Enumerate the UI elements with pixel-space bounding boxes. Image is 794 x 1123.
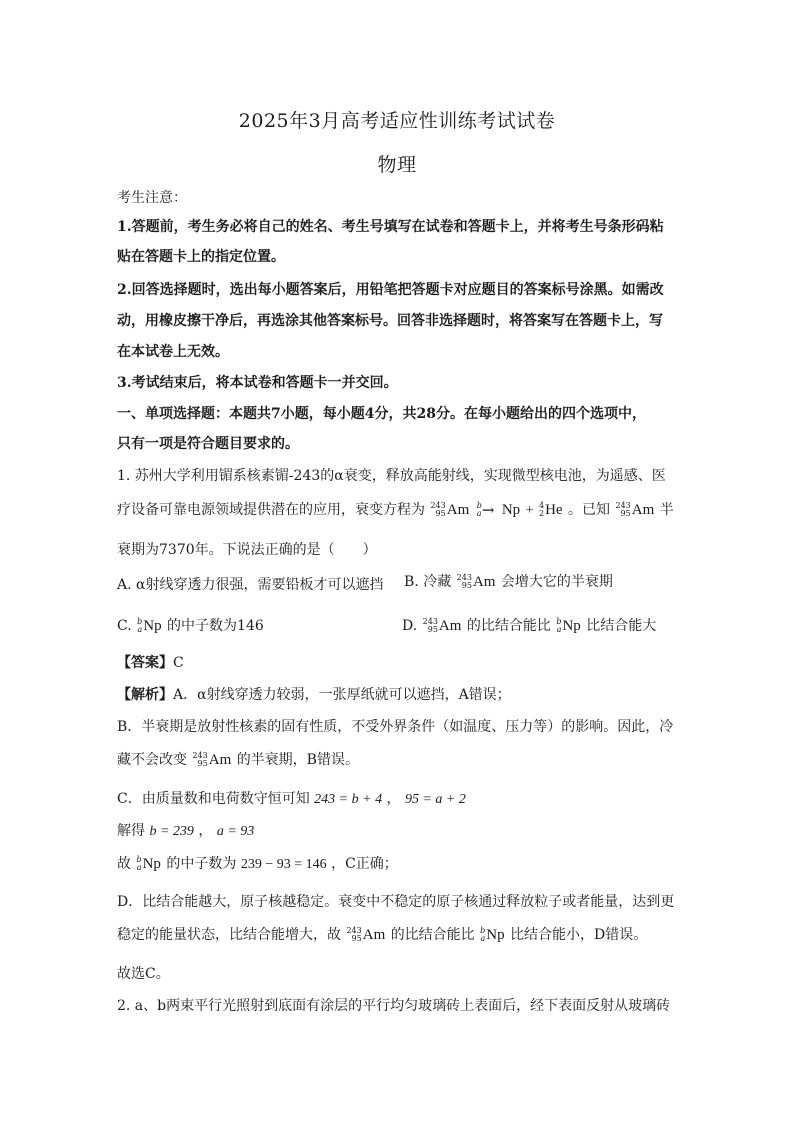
- equation-neutrons: 239 − 93 = 146: [240, 857, 327, 872]
- mass-number: b: [556, 617, 562, 626]
- equation-charge: 95 = a + 2: [404, 792, 466, 807]
- analysis-d-text: 稳定的能量状态，比结合能增大，故: [117, 927, 341, 943]
- notice-item-2-line-1: 2.回答选择题时，选出每小题答案后，用铅笔把答题卡对应题目的答案标号涂黑。如需改: [117, 282, 664, 298]
- element-symbol: Am: [208, 751, 232, 768]
- notice-item-2-line-3: 在本试卷上无效。: [117, 344, 229, 360]
- subject-title: 物理: [377, 154, 417, 176]
- nuclide-am-243: [457, 574, 496, 590]
- mass-number: b: [136, 855, 142, 864]
- notice-item-1-line-1: 1.答题前，考生务必将自己的姓名、考生号填写在试卷和答题卡上，并将考生号条形码粘: [117, 219, 664, 235]
- q1-option-b: [404, 574, 684, 590]
- nuclide-am-243: [192, 752, 231, 768]
- q1-analysis-c-line-3: [117, 856, 677, 872]
- nuclide-am-243: [423, 618, 462, 634]
- element-symbol: Am: [446, 501, 470, 518]
- nuclide-np: [480, 927, 504, 943]
- answer-value: C: [173, 655, 184, 671]
- element-symbol: Am: [362, 926, 386, 943]
- element-symbol: Np: [142, 855, 161, 872]
- element-symbol: Am: [438, 617, 462, 634]
- nuclide-np: [137, 618, 161, 634]
- q1-stem-line-1: 1. 苏州大学利用镅系核素镅-243的α衰变，释放高能射线，实现微型核电池，为遥感、医: [117, 468, 666, 484]
- charge-number: 95: [461, 581, 472, 590]
- mass-number: 4: [539, 501, 545, 510]
- notice-heading: 考生注意：: [117, 190, 187, 206]
- nuclide-he-4: [539, 502, 563, 518]
- q1-stem-line-3: 衰期为7370年。下说法正确的是（ ）: [117, 542, 377, 558]
- q1-analysis-c-line-2: [117, 824, 677, 839]
- charge-number: 95: [351, 934, 362, 943]
- analysis-a-text: A．α射线穿透力较弱，一张厚纸就可以遮挡，A错误；: [173, 687, 511, 703]
- nuclide-am-243: [346, 927, 385, 943]
- analysis-c-text: 故: [117, 856, 131, 872]
- q1-analysis-c-line-1: [117, 792, 677, 807]
- arrow-icon: →: [481, 500, 495, 519]
- charge-number: a: [137, 625, 143, 634]
- q1-option-c: [117, 618, 397, 634]
- q1-analysis-d-line-1: D．比结合能越大，原子核越稳定。衰变中不稳定的原子核通过释放粒子或者能量，达到更: [117, 894, 675, 910]
- decay-arrow: [477, 502, 495, 518]
- mass-number: 243: [346, 926, 362, 935]
- q1-analysis-a: [117, 688, 677, 702]
- notice-item-2-line-2: 动，用橡皮擦干净后，再选涂其他答案标号。回答非选择题时，将答案写在答题卡上，写: [117, 313, 663, 329]
- q2-stem-line-1: 2. a、b两束平行光照射到底面有涂层的平行均匀玻璃砖上表面后，经下表面反射从玻璃砖: [117, 998, 671, 1014]
- element-symbol: Am: [472, 573, 496, 590]
- section-1-heading-line-2: 只有一项是符合题目要求的。: [117, 436, 299, 452]
- equation-a: a = 93: [216, 824, 255, 839]
- exam-title: 2025年3月高考适应性训练考试试卷: [238, 110, 556, 132]
- option-c-text: 的中子数为146: [167, 618, 264, 634]
- q1-option-d: [402, 618, 692, 634]
- mass-number: b: [480, 926, 486, 935]
- charge-number: 95: [435, 509, 446, 518]
- element-symbol: He: [545, 501, 563, 518]
- q1-answer: [117, 656, 677, 670]
- element-symbol: Np: [486, 926, 505, 943]
- analysis-c-text: 的中子数为: [166, 856, 237, 872]
- analysis-b-text: 的半衰期，B错误。: [236, 752, 359, 768]
- q1-stem-line-2-text: 。已知: [568, 502, 611, 518]
- mass-number: 243: [456, 573, 472, 582]
- mass-number: b: [137, 617, 143, 626]
- nuclide-am-243: [430, 502, 469, 518]
- charge-number: 95: [620, 509, 631, 518]
- option-c-text: C.: [117, 618, 132, 634]
- element-symbol: Np: [501, 501, 521, 518]
- mass-number: 243: [615, 501, 631, 510]
- element-symbol: Am: [631, 501, 655, 518]
- option-b-text: B. 冷藏: [404, 574, 452, 590]
- option-d-text: 比结合能大: [586, 618, 657, 634]
- mass-number: 243: [192, 751, 208, 760]
- q1-analysis-d-line-2: [117, 927, 677, 943]
- nuclide-am-243: [616, 502, 655, 518]
- nuclide-np: [556, 618, 580, 634]
- equation-mass: 243 = b + 4: [314, 792, 383, 807]
- charge-number: 95: [427, 625, 438, 634]
- mass-number: 243: [430, 501, 446, 510]
- q1-conclusion: 故选C。: [117, 966, 170, 982]
- element-symbol: Np: [143, 617, 162, 634]
- separator: ，: [386, 791, 401, 807]
- charge-number: a: [476, 509, 482, 518]
- q1-analysis-b-line-1: B．半衰期是放射性核素的固有性质，不受外界条件（如温度、压力等）的影响。因此，冷: [117, 719, 674, 735]
- charge-number: 2: [539, 509, 545, 518]
- q1-stem-line-2-text: 疗设备可靠电源领域提供潜在的应用，衰变方程为: [117, 502, 425, 518]
- section-1-heading-line-1: 一、单项选择题：本题共7小题，每小题4分，共28分。在每小题给出的四个选项中，: [117, 406, 646, 422]
- separator: ，: [198, 823, 213, 839]
- mass-number: 243: [422, 617, 438, 626]
- analysis-c-text: C．由质量数和电荷数守恒可知: [117, 791, 310, 807]
- q1-analysis-b-line-2: [117, 752, 677, 768]
- plus-sign: +: [525, 503, 534, 518]
- analysis-c-text: ，C正确；: [331, 856, 398, 872]
- mass-number: b: [476, 501, 482, 510]
- nuclide-np: [136, 856, 160, 872]
- charge-number: a: [556, 625, 562, 634]
- q1-option-a: A. α射线穿透力很强，需要铅板才可以遮挡: [117, 577, 384, 593]
- charge-number: a: [136, 863, 142, 872]
- charge-number: 95: [197, 759, 208, 768]
- option-d-text: D.: [402, 618, 418, 634]
- notice-item-1-line-2: 贴在答题卡上的指定位置。: [117, 249, 285, 265]
- element-symbol: Np: [562, 617, 581, 634]
- q1-stem-line-2: [117, 502, 677, 518]
- equation-b: b = 239: [149, 824, 194, 839]
- analysis-c-text: 解得: [117, 823, 145, 839]
- analysis-b-text: 藏不会改变: [117, 752, 187, 768]
- analysis-d-text: 的比结合能比: [390, 927, 475, 943]
- charge-number: a: [480, 934, 486, 943]
- q1-stem-line-2-text: 半: [659, 502, 674, 518]
- analysis-d-text: 比结合能小，D错误。: [510, 927, 648, 943]
- option-b-text: 会增大它的半衰期: [500, 574, 613, 590]
- notice-item-3: 3.考试结束后，将本试卷和答题卡一并交回。: [117, 375, 398, 391]
- nuclide-np: [502, 503, 520, 518]
- analysis-tag: 【解析】: [117, 687, 173, 703]
- option-d-text: 的比结合能比: [466, 618, 551, 634]
- answer-tag: 【答案】: [117, 655, 173, 671]
